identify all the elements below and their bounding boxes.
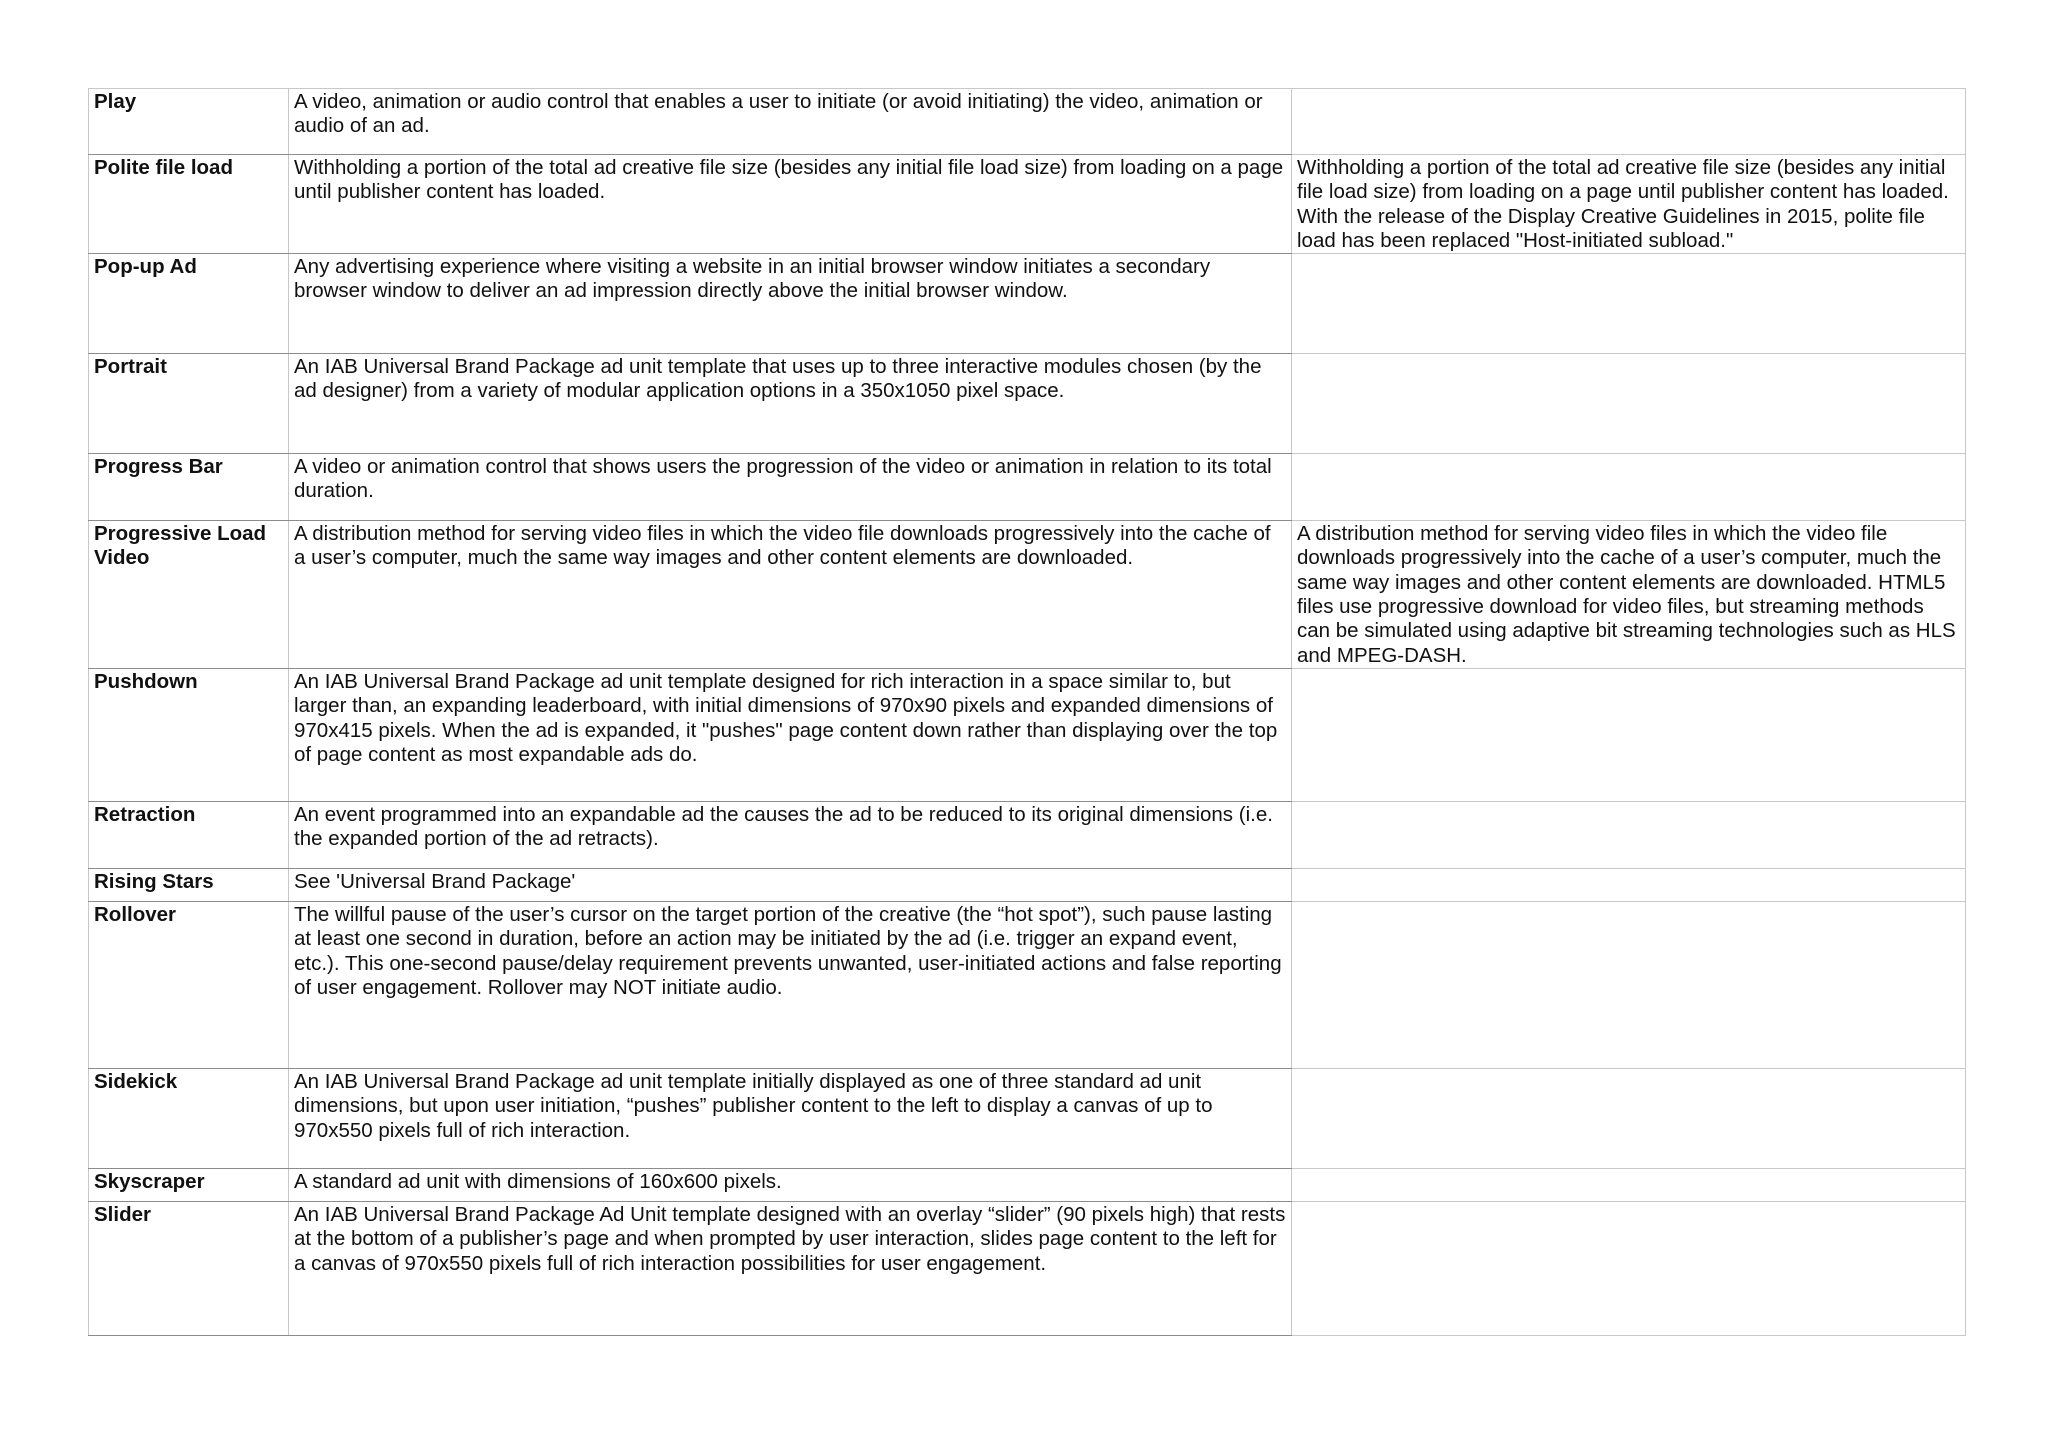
term-cell: Pop-up Ad <box>89 254 289 354</box>
definition-cell: Any advertising experience where visiting a website in an initial browser window initiates a secondary browser window to deliver an ad impression directly above the initial browser window. <box>289 254 1292 354</box>
note-cell: A distribution method for serving video files in which the video file downloads progressively into the cache of a user’s computer, much the same way images and other content elements are downloaded. HTML5 files use progressive download for video files, but streaming methods can be simulated using adaptive bit streaming technologies such as HLS and MPEG-DASH. <box>1292 521 1966 669</box>
table-row <box>89 89 1966 155</box>
term-cell: Pushdown <box>89 668 289 801</box>
definition-cell: A distribution method for serving video files in which the video file downloads progressively into the cache of a user’s computer, much the same way images and other content elements are downloaded. <box>289 521 1292 669</box>
table-row <box>89 1201 1966 1335</box>
note-cell <box>1292 1168 1966 1201</box>
note-cell <box>1292 454 1966 521</box>
term-cell: Rollover <box>89 901 289 1068</box>
definition-cell: A video, animation or audio control that enables a user to initiate (or avoid initiating) the video, animation or audio of an ad. <box>289 89 1292 155</box>
definition-cell: An IAB Universal Brand Package ad unit template initially displayed as one of three standard ad unit dimensions, but upon user initiation, “pushes” publisher content to the left to display a canvas of up to 970x550 pixels full of rich interaction. <box>289 1068 1292 1168</box>
glossary-table <box>88 88 1966 1336</box>
table-row <box>89 901 1966 1068</box>
definition-cell: See 'Universal Brand Package' <box>289 868 1292 901</box>
term-cell: Rising Stars <box>89 868 289 901</box>
definition-cell: An IAB Universal Brand Package ad unit template designed for rich interaction in a space similar to, but larger than, an expanding leaderboard, with initial dimensions of 970x90 pixels and expanded dimensions of 970x415 pixels. When the ad is expanded, it "pushes" page content down rather than displaying over the top of page content as most expandable ads do. <box>289 668 1292 801</box>
term-cell: Play <box>89 89 289 155</box>
note-cell <box>1292 354 1966 454</box>
note-cell <box>1292 89 1966 155</box>
table-row <box>89 354 1966 454</box>
term-cell: Portrait <box>89 354 289 454</box>
table-row <box>89 521 1966 669</box>
table-row <box>89 155 1966 254</box>
definition-cell: The willful pause of the user’s cursor on the target portion of the creative (the “hot spot”), such pause lasting at least one second in duration, before an action may be initiated by the ad (i.e. trigger an expand event, etc.). This one-second pause/delay requirement prevents unwanted, user-initiated actions and false reporting of user engagement. Rollover may NOT initiate audio. <box>289 901 1292 1068</box>
note-cell <box>1292 254 1966 354</box>
table-row <box>89 254 1966 354</box>
table-row <box>89 801 1966 868</box>
note-cell <box>1292 1201 1966 1335</box>
definition-cell: A video or animation control that shows users the progression of the video or animation in relation to its total duration. <box>289 454 1292 521</box>
definition-cell: An IAB Universal Brand Package Ad Unit template designed with an overlay “slider” (90 pixels high) that rests at the bottom of a publisher’s page and when prompted by user interaction, slides page content to the left for a canvas of 970x550 pixels full of rich interaction possibilities for user engagement. <box>289 1201 1292 1335</box>
definition-cell: Withholding a portion of the total ad creative file size (besides any initial file load size) from loading on a page until publisher content has loaded. <box>289 155 1292 254</box>
note-cell <box>1292 868 1966 901</box>
term-cell: Retraction <box>89 801 289 868</box>
term-cell: Polite file load <box>89 155 289 254</box>
table-row <box>89 454 1966 521</box>
term-cell: Slider <box>89 1201 289 1335</box>
term-cell: Progress Bar <box>89 454 289 521</box>
note-cell <box>1292 668 1966 801</box>
note-cell <box>1292 801 1966 868</box>
table-row <box>89 1068 1966 1168</box>
note-cell: Withholding a portion of the total ad creative file size (besides any initial file load size) from loading on a page until publisher content has loaded. With the release of the Display Creative Guidelines in 2015, polite file load has been replaced "Host-initiated subload." <box>1292 155 1966 254</box>
term-cell: Progressive Load Video <box>89 521 289 669</box>
term-cell: Skyscraper <box>89 1168 289 1201</box>
definition-cell: An IAB Universal Brand Package ad unit template that uses up to three interactive modules chosen (by the ad designer) from a variety of modular application options in a 350x1050 pixel space. <box>289 354 1292 454</box>
note-cell <box>1292 901 1966 1068</box>
table-row <box>89 1168 1966 1201</box>
definition-cell: An event programmed into an expandable ad the causes the ad to be reduced to its original dimensions (i.e. the expanded portion of the ad retracts). <box>289 801 1292 868</box>
table-row <box>89 868 1966 901</box>
table-row <box>89 668 1966 801</box>
term-cell: Sidekick <box>89 1068 289 1168</box>
definition-cell: A standard ad unit with dimensions of 160x600 pixels. <box>289 1168 1292 1201</box>
note-cell <box>1292 1068 1966 1168</box>
